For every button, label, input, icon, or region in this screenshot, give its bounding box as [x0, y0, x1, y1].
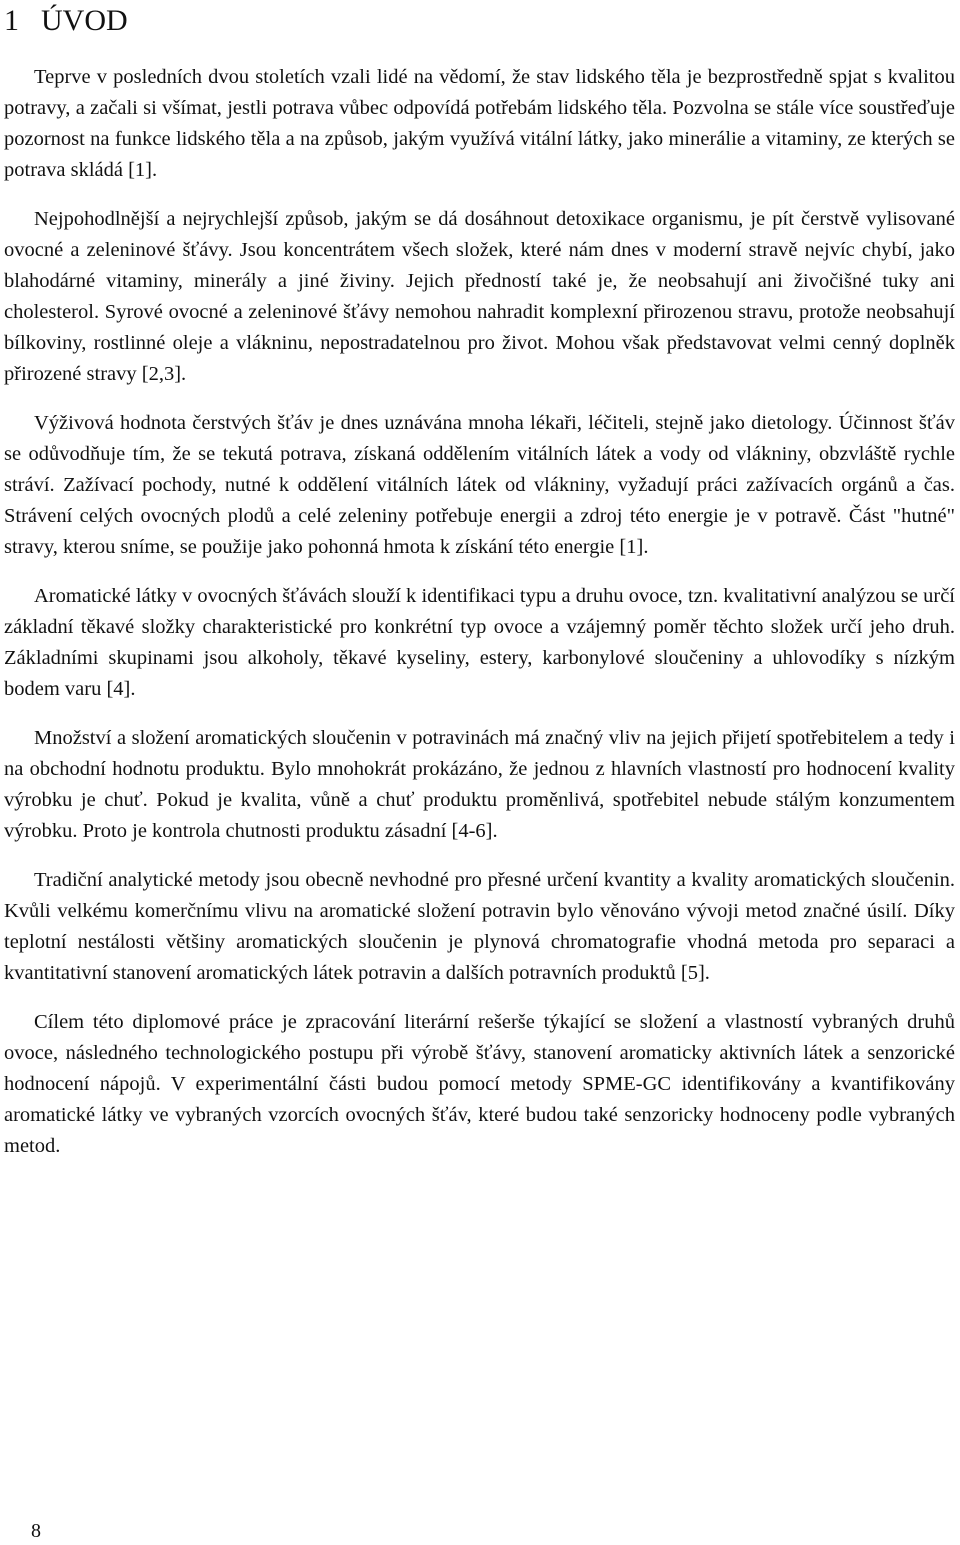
paragraph-3: Výživová hodnota čerstvých šťáv je dnes uznávána mnoha lékaři, léčiteli, stejně jako dietology. Účinnost šťáv se odůvodňuje tím, že se tekutá potrava, získaná oddělením vitálních látek a vody od vlákniny, obzvláště rychle stráví. Zažívací pochody, nutné k oddělení vitálních látek od vlákniny, vyžadují práci zažívacích orgánů a čas. Strávení celých ovocných plodů a celé zeleniny potřebuje energii a zdroj této energie je v potravě. Část "hutné" stravy, kterou sníme, se použije jako pohonná hmota k získání této energie [1]. — [4, 412, 955, 558]
page-number: 8 — [31, 1520, 41, 1542]
body-text — [4, 62, 955, 1180]
chapter-title: ÚVOD — [41, 4, 128, 37]
paragraph-2: Nejpohodlnější a nejrychlejší způsob, jakým se dá dosáhnout detoxikace organismu, je pít čerstvě vylisované ovocné a zeleninové šťávy. Jsou koncentrátem všech složek, které nám dnes v moderní stravě nejvíc chybí, jako blahodárné vitaminy, minerály a jiné živiny. Jejich předností také je, že neobsahují ani živočišné tuky ani cholesterol. Syrové ovocné a zeleninové šťávy nemohou nahradit komplexní přirozenou stravu, protože neobsahují bílkoviny, rostlinné oleje a vlákninu, nepostradatelnou pro život. Mohou však představovat velmi cenný doplněk přirozené stravy [2,3]. — [4, 208, 955, 385]
paragraph-5: Množství a složení aromatických sloučenin v potravinách má značný vliv na jejich přijetí spotřebitelem a tedy i na obchodní hodnotu produktu. Bylo mnohokrát prokázáno, že jednou z hlavních vlastností pro hodnocení kvality výrobku je chuť. Pokud je kvalita, vůně a chuť produktu proměnlivá, spotřebitel nebude stálým konzumentem výrobku. Proto je kontrola chutnosti produktu zásadní [4-6]. — [4, 727, 955, 842]
chapter-heading — [4, 0, 128, 42]
chapter-number: 1 — [4, 4, 19, 37]
paragraph-6: Tradiční analytické metody jsou obecně nevhodné pro přesné určení kvantity a kvality aromatických sloučenin. Kvůli velkému komerčnímu vlivu na aromatické složení potravin bylo věnováno vývoji metod značné úsilí. Díky teplotní nestálosti většiny aromatických sloučenin je plynová chromatografie vhodná metoda pro separaci a kvantitativní stanovení aromatických látek potravin a dalších potravních produktů [5]. — [4, 869, 955, 984]
paragraph-4: Aromatické látky v ovocných šťávách slouží k identifikaci typu a druhu ovoce, tzn. kvalitativní analýzou se určí základní těkavé složky charakteristické pro konkrétní typ ovoce a vzájemný poměr těchto složek určí jeho druh. Základními skupinami jsou alkoholy, těkavé kyseliny, estery, karbonylové sloučeniny a uhlovodíky s nízkým bodem varu [4]. — [4, 585, 955, 700]
paragraph-7: Cílem této diplomové práce je zpracování literární rešerše týkající se složení a vlastností vybraných druhů ovoce, následného technologického postupu při výrobě šťávy, stanovení aromaticky aktivních látek a senzorické hodnocení nápojů. V experimentální části budou pomocí metody SPME-GC identifikovány a kvantifikovány aromatické látky ve vybraných vzorcích ovocných šťáv, které budou také senzoricky hodnoceny podle vybraných metod. — [4, 1011, 955, 1157]
paragraph-1: Teprve v posledních dvou stoletích vzali lidé na vědomí, že stav lidského těla je bezprostředně spjat s kvalitou potravy, a začali si všímat, jestli potrava vůbec odpovídá potřebám lidského těla. Pozvolna se stále více soustřeďuje pozornost na funkce lidského těla a na způsob, jakým využívá vitální látky, jako minerálie a vitaminy, ze kterých se potrava skládá [1]. — [4, 66, 955, 181]
